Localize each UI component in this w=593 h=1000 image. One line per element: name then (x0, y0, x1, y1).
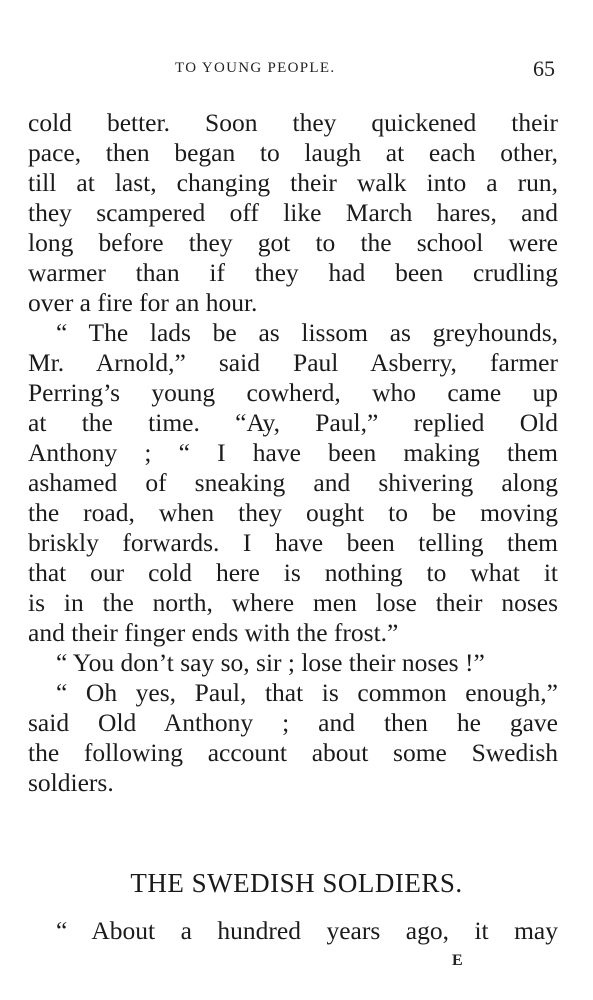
section-first-line (28, 916, 558, 946)
text-line: soldiers. (28, 768, 114, 797)
page-number: 65 (533, 56, 555, 81)
text-line: they scampered off like March hares, and (28, 198, 558, 227)
body-text (28, 108, 558, 798)
text-line: at the time. “Ay, Paul,” replied Old (28, 408, 558, 437)
running-title: TO YOUNG PEOPLE. (175, 60, 336, 76)
text-line: the following account about some Swedish (28, 738, 558, 767)
text-line: the road, when they ought to be moving (28, 498, 558, 527)
text-line: Perring’s young cowherd, who came up (28, 378, 558, 407)
text-line: pace, then began to laugh at each other, (28, 138, 558, 167)
text-line: is in the north, where men lose their noses (28, 588, 558, 617)
section-heading: THE SWEDISH SOLDIERS. (130, 868, 463, 898)
running-head (0, 58, 593, 82)
text-line: warmer than if they had been crudling (28, 258, 558, 287)
text-line: ashamed of sneaking and shivering along (28, 468, 558, 497)
text-line: and their finger ends with the frost.” (28, 618, 399, 647)
text-line: “ About a hundred years ago, it may (56, 916, 558, 945)
text-line: Anthony ; “ I have been making them (28, 438, 558, 467)
text-line: cold better. Soon they quickened their (28, 108, 558, 137)
text-line: briskly forwards. I have been telling them (28, 528, 558, 557)
text-line: till at last, changing their walk into a run, (28, 168, 558, 197)
text-line: that our cold here is nothing to what it (28, 558, 558, 587)
signature-mark: E (452, 952, 463, 969)
text-line: “ Oh yes, Paul, that is common enough,” (56, 678, 558, 707)
text-line: “ The lads be as lissom as greyhounds, (56, 318, 558, 347)
text-line: long before they got to the school were (28, 228, 558, 257)
text-line: “ You don’t say so, sir ; lose their noses !” (56, 648, 485, 677)
text-line: over a fire for an hour. (28, 288, 258, 317)
text-line: said Old Anthony ; and then he gave (28, 708, 558, 737)
text-line: Mr. Arnold,” said Paul Asberry, farmer (28, 348, 558, 377)
